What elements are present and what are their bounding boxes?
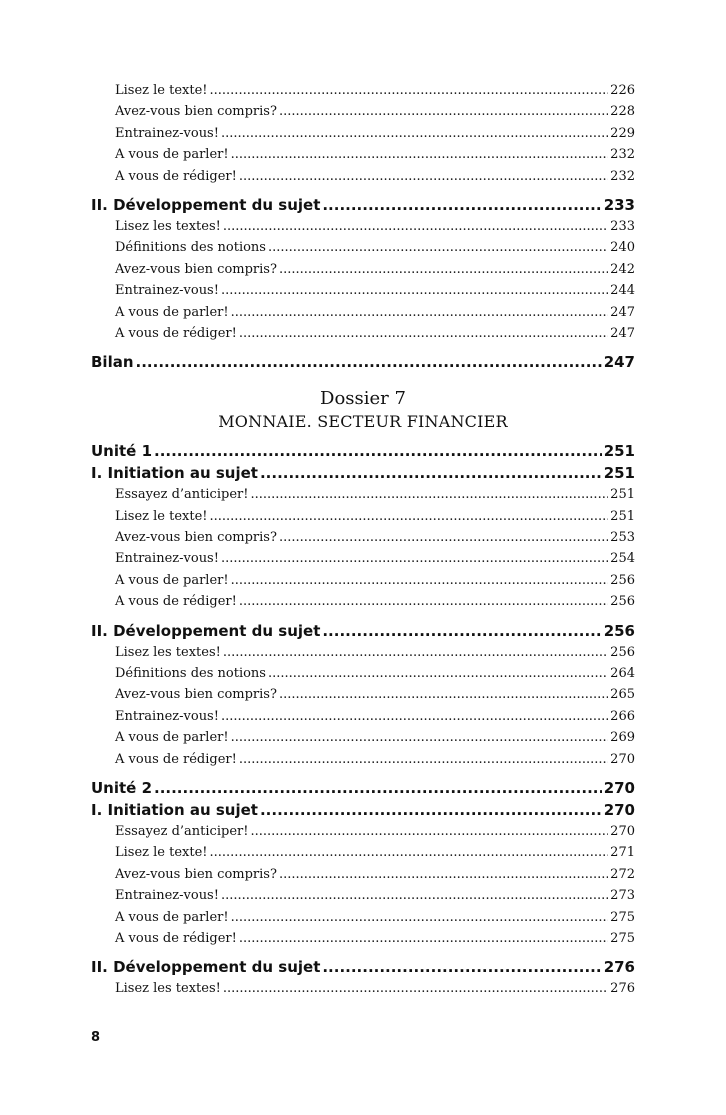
toc-sub-entry: [91, 727, 635, 748]
toc-sub-entry: [91, 663, 635, 684]
toc-section-previous-dossier: [91, 80, 635, 373]
toc-entry-page: 269: [610, 730, 635, 746]
toc-leader-dots: [268, 237, 608, 258]
toc-entry-label: Entrainez-vous!: [115, 888, 219, 904]
toc-entry-page: 272: [610, 866, 635, 882]
toc-leader-dots: [154, 440, 602, 462]
toc-entry-page: 253: [610, 530, 635, 546]
toc-entry-page: 275: [610, 909, 635, 925]
toc-leader-dots: [223, 978, 608, 999]
toc-leader-dots: [279, 101, 608, 122]
toc-leader-dots: [250, 484, 608, 505]
toc-leader-dots: [279, 259, 608, 280]
toc-entry-label: Entrainez-vous!: [115, 283, 219, 299]
toc-entry-label: A vous de rédiger!: [115, 168, 237, 184]
dossier-title: Dossier 7: [320, 388, 406, 410]
toc-entry-page: 232: [610, 168, 635, 184]
toc-leader-dots: [250, 821, 608, 842]
toc-entry-page: 244: [610, 283, 635, 299]
toc-entry-label: Lisez le texte!: [115, 83, 208, 98]
toc-sub-entry: [91, 821, 635, 842]
toc-leader-dots: [221, 706, 608, 727]
toc-leader-dots: [221, 123, 608, 144]
toc-sub-entry: [91, 885, 635, 906]
toc-entry-label: Lisez les textes!: [115, 644, 221, 660]
toc-leader-dots: [223, 216, 608, 237]
page-number: 8: [91, 1030, 101, 1045]
toc-sub-entry: [91, 548, 635, 569]
toc-entry-page: 233: [603, 195, 635, 214]
toc-main-entry: [91, 440, 635, 462]
toc-entry-page: 251: [603, 442, 635, 461]
toc-sub-entry: [91, 684, 635, 705]
toc-entry-label: Unité 1: [91, 442, 153, 461]
toc-entry-label: Lisez le texte!: [115, 508, 208, 524]
toc-entry-label: Essayez d’anticiper!: [115, 823, 249, 839]
toc-sub-entry: [91, 123, 635, 144]
toc-leader-dots: [221, 548, 608, 569]
toc-sub-entry: [91, 506, 635, 527]
toc-sub-entry: [91, 642, 635, 663]
toc-entry-label: Entrainez-vous!: [115, 708, 219, 724]
toc-sub-entry: [91, 302, 635, 323]
toc-leader-dots: [239, 928, 608, 949]
toc-entry-label: Lisez les textes!: [115, 218, 221, 234]
toc-main-entry: [91, 956, 635, 978]
toc-entry-label: A vous de parler!: [115, 572, 229, 588]
toc-leader-dots: [221, 280, 608, 301]
toc-leader-dots: [260, 799, 602, 821]
toc-sub-entry: [91, 907, 635, 928]
toc-entry-label: Lisez le texte!: [115, 845, 208, 861]
toc-leader-dots: [231, 302, 609, 323]
toc-leader-dots: [239, 323, 608, 344]
toc-entry-label: Entrainez-vous!: [115, 551, 219, 567]
table-of-contents: [91, 80, 635, 1000]
toc-entry-page: 247: [610, 304, 635, 320]
toc-entry-label: A vous de rédiger!: [115, 751, 237, 767]
toc-sub-entry: [91, 570, 635, 591]
toc-entry-page: 270: [610, 751, 635, 767]
toc-leader-dots: [279, 527, 608, 548]
toc-entry-label: II. Développement du sujet: [91, 195, 321, 214]
toc-sub-entry: [91, 591, 635, 612]
toc-entry-page: 226: [610, 83, 635, 98]
toc-entry-label: Essayez d’anticiper!: [115, 487, 249, 503]
toc-entry-page: 266: [610, 708, 635, 724]
toc-entry-label: II. Développement du sujet: [91, 958, 321, 977]
toc-entry-label: I. Initiation au sujet: [91, 464, 258, 483]
toc-leader-dots: [322, 956, 601, 978]
toc-entry-page: 228: [610, 104, 635, 120]
toc-entry-page: 232: [610, 147, 635, 163]
toc-entry-page: 271: [610, 845, 635, 861]
toc-entry-page: 276: [603, 958, 635, 977]
toc-entry-page: 256: [610, 572, 635, 588]
toc-leader-dots: [231, 727, 609, 748]
toc-main-entry: [91, 777, 635, 799]
dossier-subtitle: MONNAIE. SECTEUR FINANCIER: [218, 412, 508, 432]
toc-leader-dots: [260, 462, 602, 484]
toc-entry-label: Avez-vous bien compris?: [115, 104, 277, 120]
toc-leader-dots: [136, 351, 602, 373]
toc-leader-dots: [239, 591, 608, 612]
toc-entry-page: 270: [610, 823, 635, 839]
toc-entry-label: Entrainez-vous!: [115, 125, 219, 141]
toc-main-entry: [91, 799, 635, 821]
dossier-heading: [91, 387, 635, 433]
toc-entry-page: 270: [603, 778, 635, 797]
toc-leader-dots: [231, 144, 609, 165]
toc-entry-page: 242: [610, 261, 635, 277]
toc-sub-entry: [91, 928, 635, 949]
toc-sub-entry: [91, 323, 635, 344]
toc-sub-entry: [91, 80, 635, 101]
toc-leader-dots: [239, 166, 608, 187]
toc-entry-page: 256: [610, 594, 635, 610]
toc-leader-dots: [322, 620, 601, 642]
toc-entry-label: Bilan: [91, 353, 134, 372]
toc-sub-entry: [91, 259, 635, 280]
toc-main-entry: [91, 351, 635, 373]
toc-entry-label: A vous de rédiger!: [115, 930, 237, 946]
toc-leader-dots: [210, 842, 609, 863]
toc-entry-label: A vous de rédiger!: [115, 594, 237, 610]
toc-entry-page: 265: [610, 687, 635, 703]
toc-entry-page: 251: [610, 508, 635, 524]
toc-sub-entry: [91, 144, 635, 165]
toc-leader-dots: [210, 506, 609, 527]
toc-entry-page: 247: [610, 325, 635, 341]
toc-sub-entry: [91, 864, 635, 885]
toc-entry-label: Avez-vous bien compris?: [115, 261, 277, 277]
toc-sub-entry: [91, 706, 635, 727]
toc-leader-dots: [322, 194, 601, 216]
toc-entry-page: 273: [610, 888, 635, 904]
toc-entry-label: I. Initiation au sujet: [91, 800, 258, 819]
toc-sub-entry: [91, 280, 635, 301]
toc-leader-dots: [279, 684, 608, 705]
toc-entry-page: 229: [610, 125, 635, 141]
toc-entry-label: A vous de rédiger!: [115, 325, 237, 341]
toc-leader-dots: [221, 885, 608, 906]
toc-entry-page: 270: [603, 800, 635, 819]
toc-leader-dots: [223, 642, 608, 663]
toc-leader-dots: [239, 749, 608, 770]
toc-entry-page: 240: [610, 240, 635, 256]
toc-entry-page: 251: [610, 487, 635, 503]
toc-entry-page: 233: [610, 218, 635, 234]
toc-entry-label: A vous de parler!: [115, 730, 229, 746]
toc-sub-entry: [91, 842, 635, 863]
toc-sub-entry: [91, 237, 635, 258]
toc-entry-page: 256: [610, 644, 635, 660]
toc-sub-entry: [91, 978, 635, 999]
toc-entry-label: Avez-vous bien compris?: [115, 866, 277, 882]
toc-sub-entry: [91, 166, 635, 187]
toc-entry-label: Définitions des notions: [115, 666, 266, 682]
toc-entry-label: A vous de parler!: [115, 909, 229, 925]
toc-entry-page: 276: [610, 981, 635, 997]
toc-entry-label: Unité 2: [91, 778, 153, 797]
toc-entry-page: 275: [610, 930, 635, 946]
toc-section-dossier-7: [91, 440, 635, 999]
toc-entry-label: Avez-vous bien compris?: [115, 530, 277, 546]
toc-entry-page: 254: [610, 551, 635, 567]
toc-entry-page: 247: [603, 353, 635, 372]
toc-leader-dots: [210, 80, 609, 101]
toc-main-entry: [91, 462, 635, 484]
toc-entry-label: Lisez les textes!: [115, 981, 221, 997]
toc-entry-page: 264: [610, 666, 635, 682]
toc-main-entry: [91, 194, 635, 216]
toc-leader-dots: [154, 777, 602, 799]
toc-main-entry: [91, 620, 635, 642]
toc-entry-label: II. Développement du sujet: [91, 621, 321, 640]
toc-sub-entry: [91, 101, 635, 122]
toc-entry-label: Définitions des notions: [115, 240, 266, 256]
toc-sub-entry: [91, 749, 635, 770]
toc-entry-page: 251: [603, 464, 635, 483]
toc-leader-dots: [279, 864, 608, 885]
toc-leader-dots: [231, 570, 609, 591]
toc-entry-page: 256: [603, 621, 635, 640]
toc-entry-label: A vous de parler!: [115, 147, 229, 163]
toc-sub-entry: [91, 216, 635, 237]
toc-sub-entry: [91, 527, 635, 548]
toc-entry-label: Avez-vous bien compris?: [115, 687, 277, 703]
toc-entry-label: A vous de parler!: [115, 304, 229, 320]
toc-leader-dots: [231, 907, 609, 928]
toc-sub-entry: [91, 484, 635, 505]
toc-leader-dots: [268, 663, 608, 684]
